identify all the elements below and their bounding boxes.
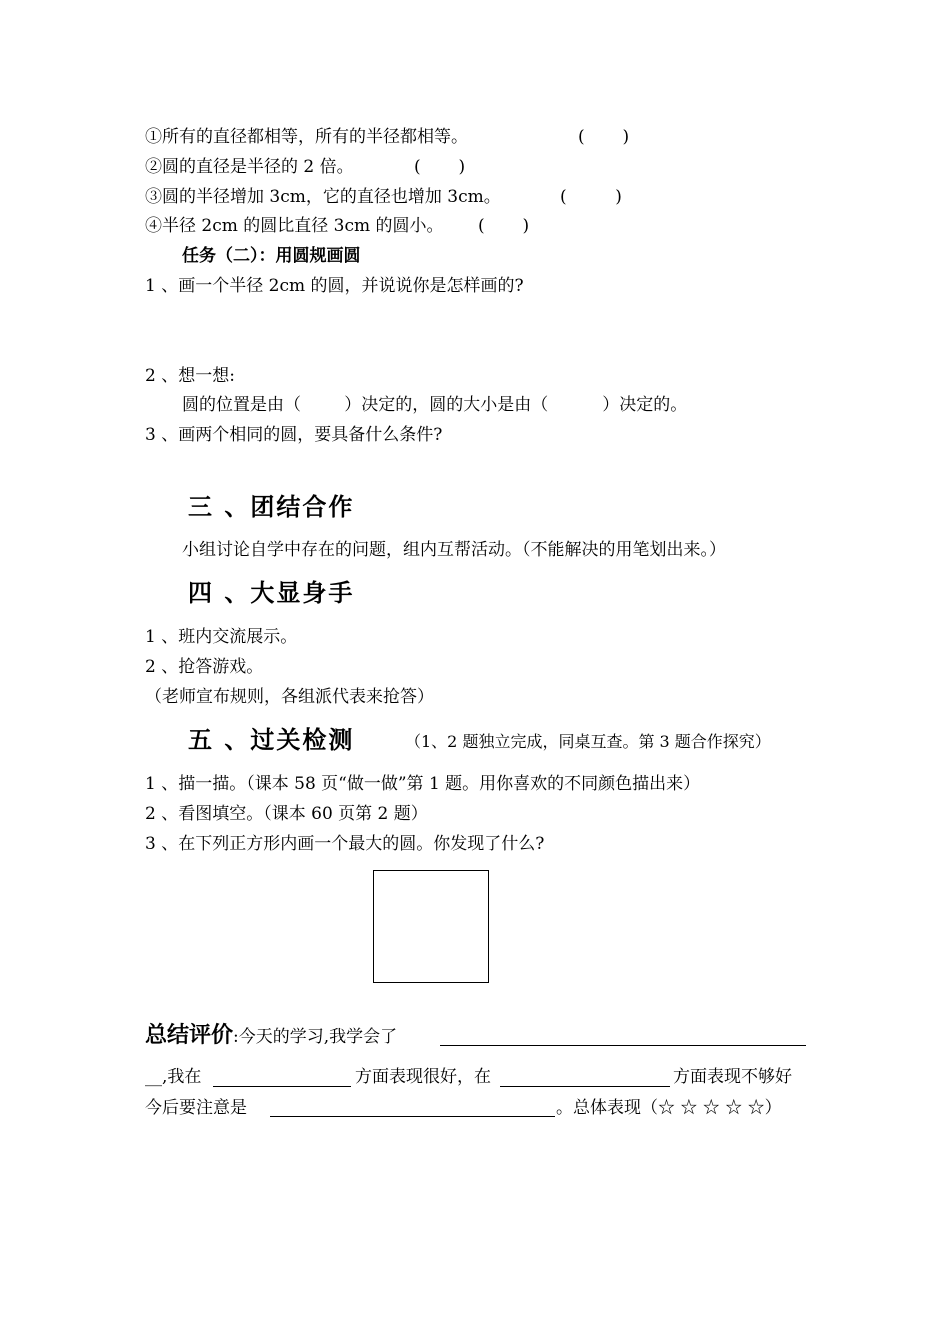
section4-item-3: （老师宣布规则，各组派代表来抢答） <box>145 687 434 707</box>
task2-q2: 2 、想一想: <box>145 366 235 386</box>
judgement-text: ③圆的半径增加 3cm，它的直径也增加 3cm。 <box>145 187 501 207</box>
task2-q3: 3 、画两个相同的圆，要具备什么条件? <box>145 425 443 445</box>
section5-item-1: 1 、描一描。（课本 58 页“做一做”第 1 题。用你喜欢的不同颜色描出来） <box>145 774 701 794</box>
summary-blank-good[interactable] <box>213 1086 351 1087</box>
section3-title: 三 、团结合作 <box>188 493 355 521</box>
task2-q1: 1 、画一个半径 2cm 的圆，并说说你是怎样画的? <box>145 276 524 296</box>
section5-title: 五 、过关检测 <box>188 726 355 754</box>
judgement-paren-1[interactable]: ( ) <box>578 127 630 147</box>
task2-q2-detail: 圆的位置是由（ ）决定的，圆的大小是由（ ）决定的。 <box>182 395 688 415</box>
section5-item-3: 3 、在下列正方形内画一个最大的圆。你发现了什么? <box>145 834 545 854</box>
section5-item-2: 2 、看图填空。（课本 60 页第 2 题） <box>145 804 428 824</box>
summary-line-3a: 今后要注意是 <box>145 1098 247 1118</box>
judgement-paren-2[interactable]: ( ) <box>414 157 466 177</box>
judgement-paren-4[interactable]: ( ) <box>478 216 530 236</box>
summary-blank-attention[interactable] <box>270 1116 555 1117</box>
judgement-text: ①所有的直径都相等，所有的半径都相等。 <box>145 127 468 147</box>
summary-line-3b: 。总体表现（☆ ☆ ☆ ☆ ☆） <box>556 1098 782 1118</box>
section3-body: 小组讨论自学中存在的问题，组内互帮活动。（不能解决的用笔划出来。） <box>182 540 726 560</box>
summary-label: 总结评价 <box>145 1023 234 1048</box>
summary-line-2c: 方面表现不够好 <box>673 1067 792 1087</box>
judgement-text: ②圆的直径是半径的 2 倍。 <box>145 157 354 177</box>
task2-title: 任务（二）：用圆规画圆 <box>182 246 361 266</box>
judgement-item-1 <box>145 126 468 148</box>
summary-line-2a: __,我在 <box>145 1067 202 1087</box>
summary-blank-learned[interactable] <box>440 1045 806 1046</box>
summary-line1-text: :今天的学习,我学会了 <box>233 1027 398 1047</box>
judgement-text: ④半径 2cm 的圆比直径 3cm 的圆小。 <box>145 216 444 236</box>
judgement-item-2 <box>145 156 354 178</box>
summary-blank-notgood[interactable] <box>500 1086 670 1087</box>
judgement-item-4 <box>145 215 444 237</box>
section4-title: 四 、大显身手 <box>188 579 355 607</box>
section4-item-2: 2 、抢答游戏。 <box>145 657 264 677</box>
summary-line-1 <box>145 1022 397 1051</box>
judgement-item-3 <box>145 186 501 208</box>
section4-item-1: 1 、班内交流展示。 <box>145 627 298 647</box>
section5-note: （1、2 题独立完成，同桌互查。第 3 题合作探究） <box>405 732 771 751</box>
drawing-square[interactable] <box>373 870 489 983</box>
summary-line-2b: 方面表现很好，在 <box>355 1067 491 1087</box>
judgement-paren-3[interactable]: ( ) <box>560 187 622 207</box>
